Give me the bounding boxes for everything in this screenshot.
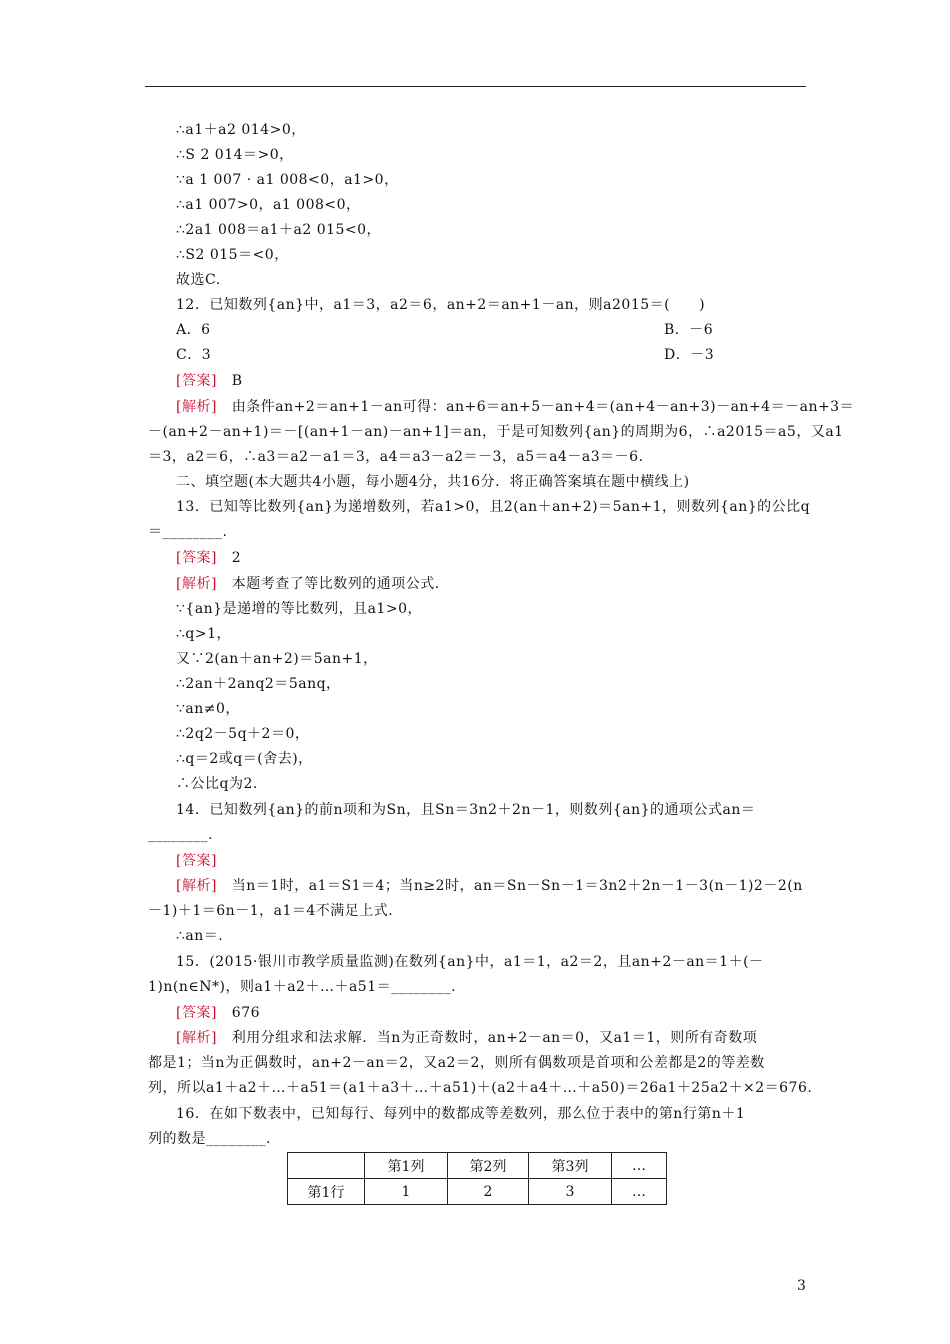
answer-value: 676 bbox=[231, 1005, 261, 1021]
answer-value: 2 bbox=[231, 550, 242, 566]
option-c: C．3 bbox=[176, 347, 212, 363]
table-cell: 第1列 bbox=[365, 1153, 448, 1179]
analysis-tag: [解析] bbox=[176, 1030, 217, 1046]
answer-tag: [答案] bbox=[176, 373, 217, 389]
question-13: 13．已知等比数列{an}为递增数列，若a1>0，且2(an＋an+2)＝5an+1，则数列{an}的公比q bbox=[176, 499, 811, 515]
analysis-tag: [解析] bbox=[176, 576, 217, 592]
answer-line bbox=[176, 548, 808, 568]
analysis-text: 由条件an+2＝an+1－an可得：an+6＝an+5－an+4＝(an+4－an+3)－an+4＝－an+3＝ bbox=[231, 399, 855, 415]
table-cell: … bbox=[612, 1153, 667, 1179]
text-line: ＝________. bbox=[148, 524, 228, 540]
answer-line bbox=[176, 851, 808, 871]
text-line: 列，所以a1＋a2＋…＋a51＝(a1＋a3＋…＋a51)＋(a2＋a4＋…＋a50)＝26a1＋25a2＋×2＝676. bbox=[148, 1080, 813, 1096]
table-cell: 第1行 bbox=[288, 1179, 365, 1205]
text-line: ∴q>1， bbox=[176, 626, 232, 642]
text-line: ＝3，a2＝6，∴a3＝a2－a1＝3，a4＝a3－a2＝－3，a5＝a4－a3＝－6. bbox=[148, 449, 644, 465]
text-line: ∴a1 007>0，a1 008<0， bbox=[176, 197, 361, 213]
analysis-line bbox=[176, 574, 808, 594]
table-cell: … bbox=[612, 1179, 667, 1205]
section-heading: 二、填空题(本大题共4小题，每小题4分，共16分．将正确答案填在题中横线上) bbox=[176, 474, 690, 490]
text-line: 故选C. bbox=[176, 272, 221, 288]
question-12: 12．已知数列{an}中，a1＝3，a2＝6，an+2＝an+1－an，则a2015＝( ) bbox=[176, 297, 706, 313]
text-line: 列的数是________. bbox=[148, 1131, 271, 1147]
question-14: 14．已知数列{an}的前n项和为Sn，且Sn＝3n2＋2n－1，则数列{an}的通项公式an＝ bbox=[176, 802, 756, 818]
text-line: ∴S 2 014＝>0， bbox=[176, 147, 294, 163]
text-line: －(an+2－an+1)＝－[(an+1－an)－an+1]＝an，于是可知数列{an}的周期为6，∴a2015＝a5，又a1 bbox=[148, 424, 844, 440]
option-d: D．－3 bbox=[664, 347, 715, 363]
text-line: ∴2a1 008＝a1＋a2 015<0， bbox=[176, 222, 382, 238]
text-line: ∴2q2－5q＋2＝0， bbox=[176, 726, 310, 742]
options-row bbox=[176, 320, 808, 340]
table-cell: 第3列 bbox=[529, 1153, 612, 1179]
analysis-line bbox=[176, 397, 855, 417]
question-16: 16．在如下数表中，已知每行、每列中的数都成等差数列，那么位于表中的第n行第n＋1 bbox=[176, 1106, 746, 1122]
analysis-line bbox=[176, 876, 808, 896]
text-line: ∴公比q为2. bbox=[176, 776, 258, 792]
text-line: －1)＋1＝6n－1，a1＝4不满足上式. bbox=[148, 903, 394, 919]
analysis-text: 本题考查了等比数列的通项公式. bbox=[231, 576, 440, 592]
text-line: 又∵2(an＋an+2)＝5an+1， bbox=[176, 651, 378, 667]
table-cell: 2 bbox=[448, 1179, 529, 1205]
table-header-row bbox=[288, 1153, 667, 1179]
analysis-text: 当n＝1时，a1＝S1＝4；当n≥2时，an＝Sn－Sn－1＝3n2＋2n－1－3(n－1)2－2(n bbox=[231, 878, 803, 894]
number-table bbox=[287, 1152, 667, 1205]
text-line: ∴an＝. bbox=[176, 928, 224, 944]
answer-tag: [答案] bbox=[176, 1005, 217, 1021]
text-line: 1)n(n∈N*)，则a1＋a2＋…＋a51＝________. bbox=[148, 979, 457, 995]
text-line: 都是1；当n为正偶数时，an+2－an＝2，又a2＝2，则所有偶数项是首项和公差都是2的等差数 bbox=[148, 1055, 765, 1071]
option-b: B．－6 bbox=[664, 322, 714, 338]
analysis-tag: [解析] bbox=[176, 878, 217, 894]
text-line: ∵{an}是递增的等比数列，且a1>0， bbox=[176, 601, 422, 617]
text-line: ∴S2 015＝<0， bbox=[176, 247, 289, 263]
table-cell: 1 bbox=[365, 1179, 448, 1205]
table-cell bbox=[288, 1153, 365, 1179]
page-number: 3 bbox=[797, 1278, 806, 1294]
answer-tag: [答案] bbox=[176, 550, 217, 566]
text-line: ∴2an＋2anq2＝5anq， bbox=[176, 676, 341, 692]
option-a: A．6 bbox=[176, 322, 211, 338]
analysis-tag: [解析] bbox=[176, 399, 217, 415]
text-line: ∵an≠0， bbox=[176, 701, 240, 717]
text-line: ∵a 1 007 · a1 008<0，a1>0， bbox=[176, 172, 399, 188]
text-line: ________. bbox=[148, 827, 213, 843]
answer-value: B bbox=[231, 373, 243, 389]
table-cell: 第2列 bbox=[448, 1153, 529, 1179]
text-line: ∴q＝2或q＝(舍去)， bbox=[176, 751, 313, 767]
answer-line bbox=[176, 371, 808, 391]
header-rule bbox=[145, 86, 806, 87]
options-row bbox=[176, 345, 808, 365]
question-15: 15．(2015·银川市教学质量监测)在数列{an}中，a1＝1，a2＝2，且an+2－an＝1＋(－ bbox=[176, 954, 764, 970]
table-cell: 3 bbox=[529, 1179, 612, 1205]
analysis-line bbox=[176, 1028, 808, 1048]
answer-line bbox=[176, 1003, 808, 1023]
answer-tag: [答案] bbox=[176, 853, 217, 869]
analysis-text: 利用分组求和法求解．当n为正奇数时，an+2－an＝0，又a1＝1，则所有奇数项 bbox=[231, 1030, 758, 1046]
table-row bbox=[288, 1179, 667, 1205]
text-line: ∴a1＋a2 014>0， bbox=[176, 122, 306, 138]
